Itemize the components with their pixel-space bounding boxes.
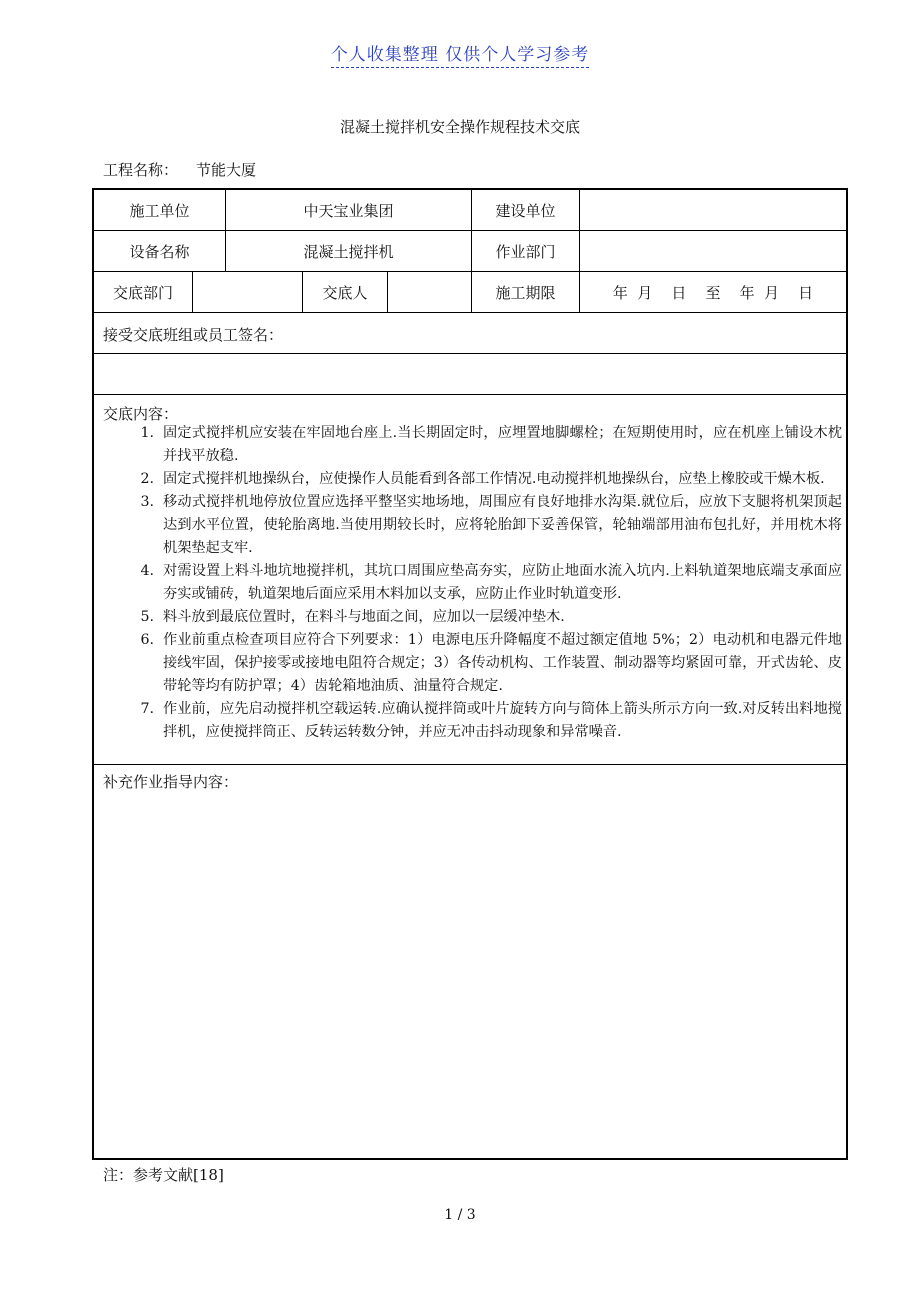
table-row xyxy=(94,231,846,272)
table-row xyxy=(94,313,846,354)
item-number: 5. xyxy=(140,609,154,625)
item-text: 移动式搅拌机地停放位置应选择平整坚实地场地，周围应有良好地排水沟渠.就位后，应放下支腿将机架顶起达到水平位置，使轮胎离地.当使用期较长时，应将轮胎卸下妥善保管，轮轴端部用油布包扎好，并用枕木将机架垫起支牢. xyxy=(163,494,842,556)
document-title: 混凝土搅拌机安全操作规程技术交底 xyxy=(339,118,580,136)
signature-area xyxy=(94,354,846,395)
construction-unit-value: 中天宝业集团 xyxy=(226,190,472,230)
project-label: 工程名称： xyxy=(103,161,179,179)
construction-period-label: 施工期限 xyxy=(472,272,580,312)
table-row xyxy=(94,272,846,313)
table-row xyxy=(94,190,846,231)
project-line xyxy=(103,159,256,180)
item-number: 1. xyxy=(140,425,154,441)
header-note xyxy=(0,40,920,65)
item-number: 7. xyxy=(140,701,154,717)
content-list xyxy=(94,422,846,744)
item-text: 作业前重点检查项目应符合下列要求：1）电源电压升降幅度不超过额定值地 5%；2）电动机和电器元件地接线牢固，保护接零或接地电阻符合规定；3）各传动机构、工作装置、制动器等均紧固可靠，开式齿轮、皮带轮等均有防护罩；4）齿轮箱地油质、油量符合规定. xyxy=(163,632,842,694)
list-item xyxy=(94,606,846,629)
signature-label: 接受交底班组或员工签名： xyxy=(103,326,284,344)
project-value: 节能大厦 xyxy=(196,161,257,179)
item-text: 固定式搅拌机地操纵台，应使操作人员能看到各部工作情况.电动搅拌机地操纵台，应垫上橡胶或干燥木板. xyxy=(163,471,825,487)
briefing-department-label: 交底部门 xyxy=(94,272,193,312)
list-item xyxy=(94,422,846,468)
page-number: 1 / 3 xyxy=(444,1207,476,1223)
work-department-value xyxy=(580,231,846,271)
work-department-label: 作业部门 xyxy=(472,231,580,271)
list-item xyxy=(94,560,846,606)
equipment-name-value: 混凝土搅拌机 xyxy=(226,231,472,271)
list-item xyxy=(94,698,846,744)
briefer-value xyxy=(388,272,472,312)
content-label: 交底内容： xyxy=(103,405,179,423)
header-note-text: 个人收集整理 仅供个人学习参考 xyxy=(331,45,589,68)
list-item xyxy=(94,629,846,698)
footnote: 注：参考文献[18] xyxy=(103,1166,224,1184)
owner-unit-label: 建设单位 xyxy=(472,190,580,230)
item-number: 3. xyxy=(140,494,154,510)
owner-unit-value xyxy=(580,190,846,230)
equipment-name-label: 设备名称 xyxy=(94,231,226,271)
briefing-content xyxy=(94,395,846,765)
supplement-label: 补充作业指导内容： xyxy=(103,773,239,791)
construction-unit-label: 施工单位 xyxy=(94,190,226,230)
item-text: 料斗放到最底位置时，在料斗与地面之间，应加以一层缓冲垫木. xyxy=(163,609,565,625)
item-text: 作业前，应先启动搅拌机空载运转.应确认搅拌筒或叶片旋转方向与筒体上箭头所示方向一致.对反转出料地搅拌机，应使搅拌筒正、反转运转数分钟，并应无冲击抖动现象和异常噪音. xyxy=(163,701,842,740)
item-number: 6. xyxy=(140,632,154,648)
list-item xyxy=(94,468,846,491)
list-item xyxy=(94,491,846,560)
item-number: 2. xyxy=(140,471,154,487)
item-number: 4. xyxy=(140,563,154,579)
item-text: 对需设置上料斗地坑地搅拌机，其坑口周围应垫高夯实，应防止地面水流入坑内.上料轨道架地底端支承面应夯实或铺砖，轨道架地后面应采用木料加以支承，应防止作业时轨道变形. xyxy=(163,563,842,602)
supplementary-guidance xyxy=(94,765,846,1160)
briefer-label: 交底人 xyxy=(303,272,388,312)
construction-period-value: 年 月 日 至 年 月 日 xyxy=(612,283,814,302)
briefing-department-value xyxy=(193,272,303,312)
item-text: 固定式搅拌机应安装在牢固地台座上.当长期固定时，应埋置地脚螺栓；在短期使用时，应在机座上铺设木枕并找平放稳. xyxy=(163,425,842,464)
briefing-table xyxy=(92,188,848,1160)
